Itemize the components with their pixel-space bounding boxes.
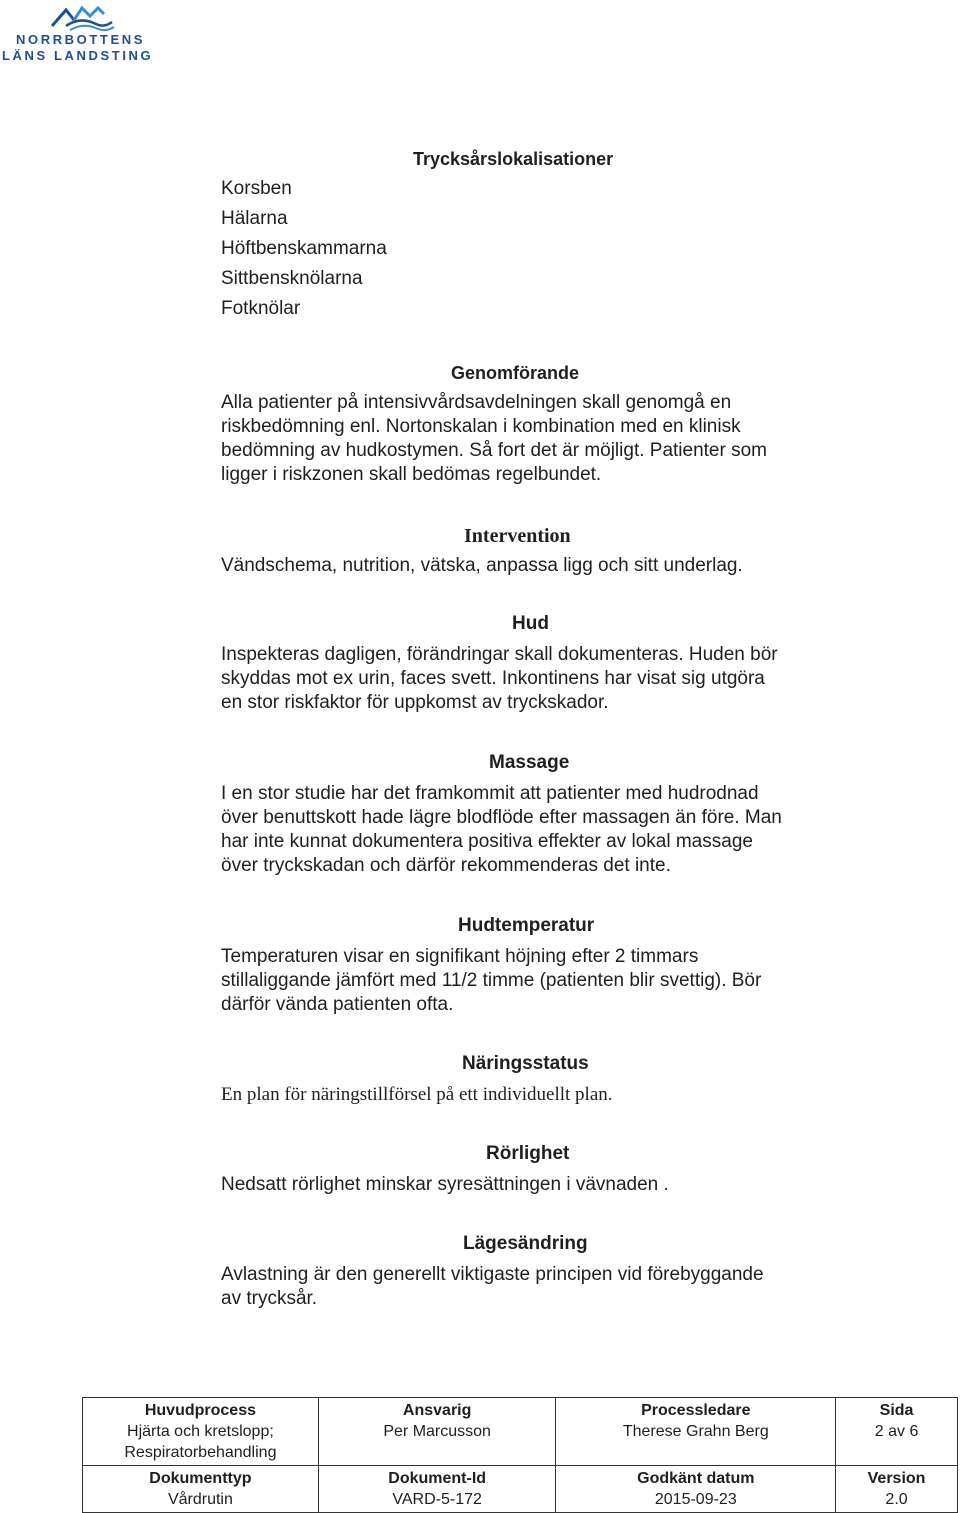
main-process-label: Huvudprocess	[144, 1402, 256, 1419]
skin-line: Inspekteras dagligen, förändringar skall dokumenteras. Huden bör	[221, 644, 778, 665]
nutrition-line: En plan för näringstillförsel på ett individuellt plan.	[221, 1084, 613, 1105]
skin-temperature-line: stillaliggande jämfört med 11/2 timme (patienten blir svettig). Bör	[221, 970, 762, 991]
organization-logo	[0, 2, 170, 64]
skin-temperature-line: Temperaturen visar en signifikant höjning efter 2 timmars	[221, 946, 699, 967]
heading-locations: Trycksårslokalisationer	[413, 149, 614, 169]
execution-line: Alla patienter på intensivvårdsavdelningen skall genomgå en	[221, 392, 732, 413]
execution-line: ligger i riskzonen skall bedömas regelbundet.	[221, 464, 602, 485]
location-item: Sittbensknölarna	[221, 268, 363, 289]
main-process-value-2: Respiratorbehandling	[124, 1444, 277, 1461]
document-info-table	[82, 1397, 958, 1513]
doc-type-label: Dokumenttyp	[149, 1470, 252, 1487]
location-item: Hälarna	[221, 208, 288, 229]
main-process-value-1: Hjärta och kretslopp;	[127, 1423, 274, 1440]
main-process-cell	[83, 1398, 319, 1466]
process-leader-cell	[556, 1398, 836, 1466]
execution-line: bedömning av hudkostymen. Så fort det är möjligt. Patienter som	[221, 440, 767, 461]
heading-nutrition: Näringsstatus	[462, 1053, 589, 1074]
doc-id-label: Dokument-Id	[388, 1470, 487, 1487]
page-cell	[836, 1398, 958, 1466]
doc-type-cell	[83, 1466, 319, 1513]
page-label: Sida	[879, 1402, 914, 1419]
responsible-cell	[318, 1398, 556, 1466]
massage-line: över tryckskadan och därför rekommenderas det inte.	[221, 855, 671, 876]
version-label: Version	[867, 1470, 926, 1487]
massage-line: över benuttskott hade lägre blodflöde efter massagen än före. Man	[221, 807, 782, 828]
version-value: 2.0	[885, 1491, 908, 1508]
page-value: 2 av 6	[874, 1423, 919, 1440]
execution-line: riskbedömning enl. Nortonskalan i kombination med en klinisk	[221, 416, 741, 437]
doc-type-value: Vårdrutin	[167, 1491, 233, 1508]
massage-line: har inte kunnat dokumentera positiva effekter av lokal massage	[221, 831, 753, 852]
mobility-line: Nedsatt rörlighet minskar syresättningen i vävnaden .	[221, 1174, 669, 1195]
version-cell	[836, 1466, 958, 1513]
approved-date-cell	[556, 1466, 836, 1513]
process-leader-label: Processledare	[641, 1402, 751, 1419]
skin-temperature-line: därför vända patienten ofta.	[221, 994, 454, 1015]
doc-id-cell	[318, 1466, 556, 1513]
doc-id-value: VARD-5-172	[392, 1491, 482, 1508]
responsible-value: Per Marcusson	[383, 1423, 491, 1440]
heading-massage: Massage	[489, 752, 570, 773]
heading-execution: Genomförande	[451, 363, 580, 383]
process-leader-value: Therese Grahn Berg	[622, 1423, 769, 1440]
heading-intervention: Intervention	[464, 525, 571, 547]
approved-date-label: Godkänt datum	[637, 1470, 755, 1487]
heading-skin: Hud	[512, 613, 549, 634]
logo-line-2: LÄNS LANDSTING	[2, 48, 154, 63]
location-item: Fotknölar	[221, 298, 301, 319]
position-change-line: av trycksår.	[221, 1288, 318, 1309]
heading-position-change: Lägesändring	[463, 1233, 588, 1254]
location-item: Höftbenskammarna	[221, 238, 387, 259]
skin-line: skyddas mot ex urin, faces svett. Inkontinens har visat sig utgöra	[221, 668, 765, 689]
location-item: Korsben	[221, 178, 292, 199]
heading-skin-temperature: Hudtemperatur	[458, 915, 595, 936]
approved-date-value: 2015-09-23	[654, 1491, 737, 1508]
heading-mobility: Rörlighet	[486, 1143, 570, 1164]
intervention-line: Vändschema, nutrition, vätska, anpassa ligg och sitt underlag.	[221, 555, 743, 576]
massage-line: I en stor studie har det framkommit att patienter med hudrodnad	[221, 783, 759, 804]
position-change-line: Avlastning är den generellt viktigaste principen vid förebyggande	[221, 1264, 764, 1285]
logo-line-1: NORRBOTTENS	[16, 32, 145, 47]
responsible-label: Ansvarig	[402, 1402, 472, 1419]
skin-line: en stor riskfaktor för uppkomst av tryckskador.	[221, 692, 609, 713]
